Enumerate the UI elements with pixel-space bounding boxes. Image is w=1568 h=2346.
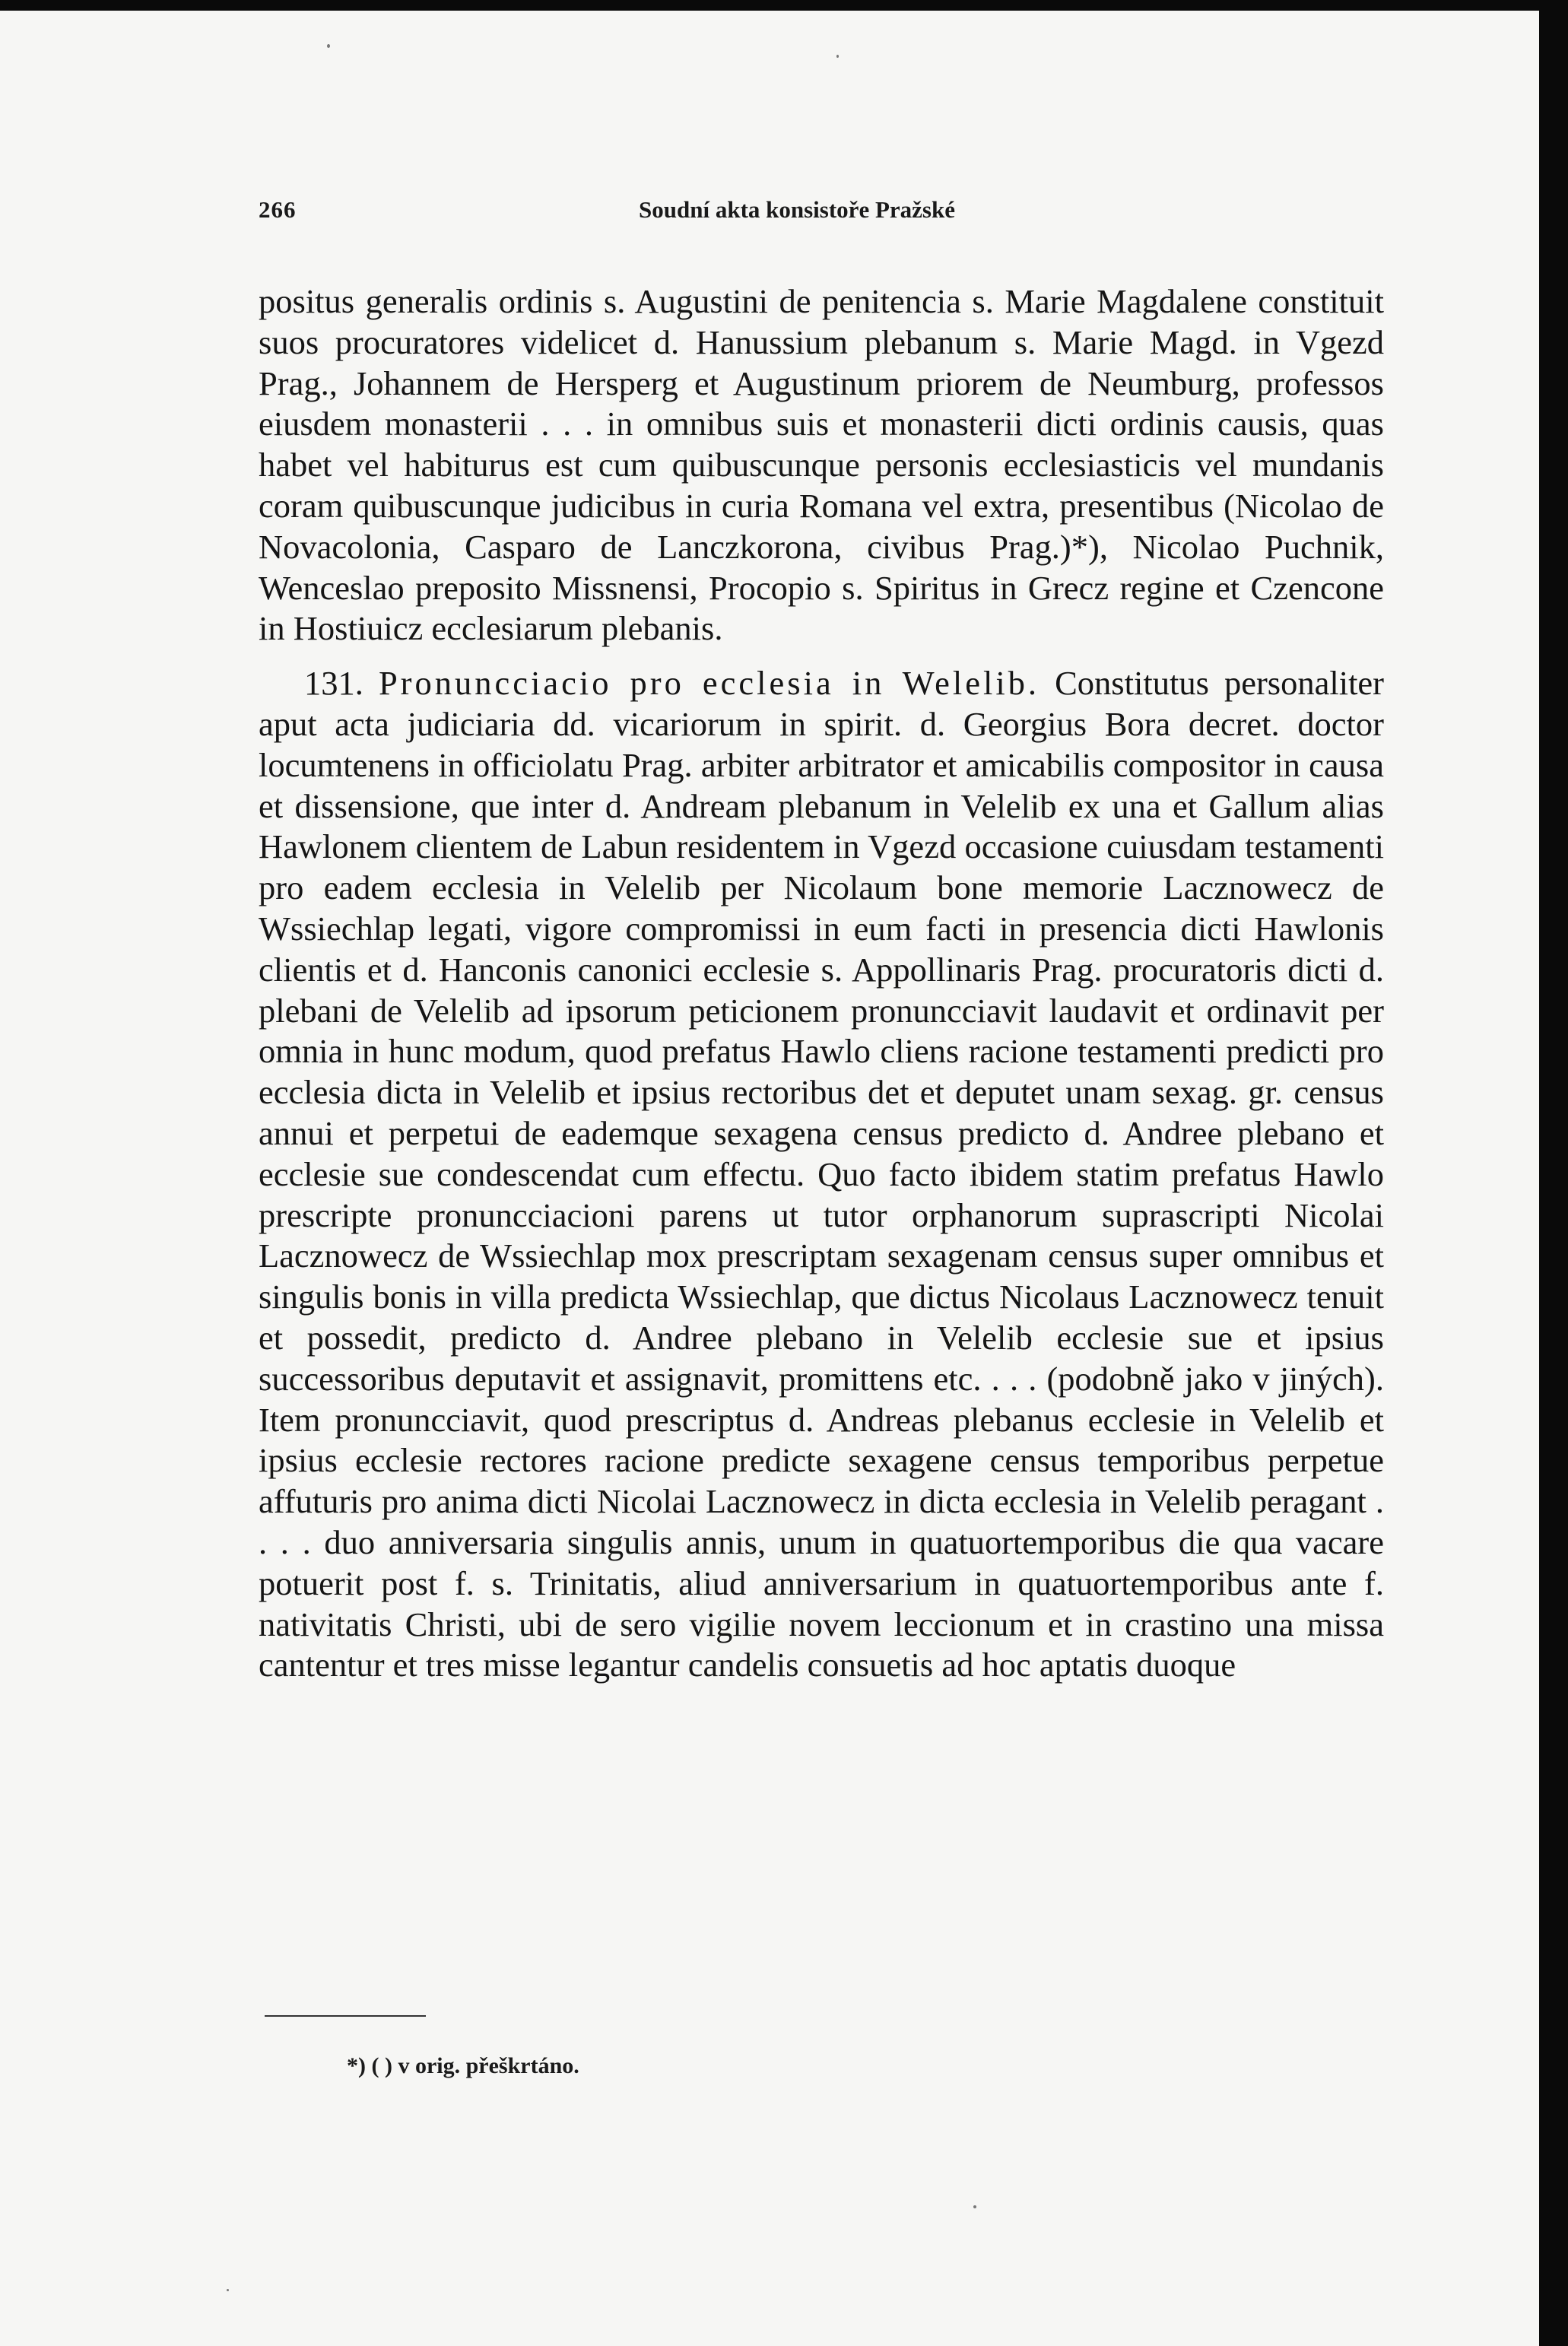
scan-speck: [227, 2289, 229, 2291]
paragraph-entry-131: [259, 663, 1384, 1686]
scan-edge-top: [0, 0, 1568, 11]
entry-text: Constitutus personaliter aput acta judiciaria dd. vicariorum in spirit. d. Georgius Bora decret. doctor locumtenens in officiolatu Prag. arbiter arbitrator et amicabilis compositor in causa et dissensione, que inter d. Andream plebanum in Velelib ex una et Gallum alias Hawlonem clientem de Labun residentem in Vgezd occasione cuiusdam testamenti pro eadem ecclesia in Velelib per Nicolaum bone memorie Lacznowecz de Wssiechlap legati, vigore compromissi in eum facti in presencia dicti Hawlonis clientis et d. Hanconis canonici ecclesie s. Appollinaris Prag. procuratoris dicti d. plebani de Velelib ad ipsorum peticionem pronuncciavit laudavit et ordinavit per omnia in hunc modum, quod prefatus Hawlo cliens racione testamenti predicti pro ecclesia dicta in Velelib et ipsius rectoribus det et deputet unam sexag. gr. census annui et perpetui de eademque sexagena census predicto d. Andree plebano et ecclesie sue condescendat cum effectu. Quo facto ibidem statim prefatus Hawlo prescripte pronuncciacioni parens ut tutor orphanorum suprascripti Nicolai Lacznowecz de Wssiechlap mox prescriptam sexagenam census super omnibus et singulis bonis in villa predicta Wssiechlap, que dictus Nicolaus Lacznowecz tenuit et possedit, predicto d. Andree plebano in Velelib ecclesie sue et ipsius successoribus deputavit et assignavit, promittens etc. . . . (podobně jako v jiných). Item pronuncciavit, quod prescriptus d. Andreas plebanus ecclesie in Velelib et ipsius ecclesie rectores racione predicte sexagene census temporibus perpetue affuturis pro anima dicti Nicolai Lacznowecz in dicta ecclesia in Velelib peragant . . . . duo anniversaria singulis annis, unum in quatuortemporibus die qua vacare potuerit post f. s. Trinitatis, aliud anniversarium in quatuortemporibus ante f. nativitatis Christi, ubi de sero vigilie novem leccionum et in crastino una missa cantentur et tres misse legantur candelis consuetis ad hoc aptatis duoque: [259, 664, 1385, 1684]
footnote-rule: [265, 2015, 426, 2017]
scan-edge-right: [1539, 0, 1568, 2346]
running-title: Soudní akta konsistoře Pražské: [639, 196, 955, 223]
paragraph-continuation: positus generalis ordinis s. Augustini de penitencia s. Marie Magdalene constituit suos procuratores videlicet d. Hanussium plebanum s. Marie Magd. in Vgezd Prag., Johannem de Hersperg et Augustinum priorem de Neumburg, professos eiusdem monasterii . . . in omnibus suis et monasterii dicti ordinis causis, quas habet vel habiturus est cum quibuscunque personis ecclesiasticis vel mundanis coram quibuscunque judicibus in curia Romana vel extra, presentibus (Nicolao de Novacolonia, Casparo de Lanczkorona, civibus Prag.)*), Nicolao Puchnik, Wenceslao preposito Missnensi, Procopio s. Spiritus in Grecz regine et Czencone in Hostiuicz ecclesiarum plebanis.: [259, 282, 1384, 648]
entry-heading: Pronuncciacio pro ecclesia in Welelib.: [378, 664, 1040, 703]
page-header: [259, 196, 1384, 233]
scan-speck: [327, 44, 330, 48]
entry-number: 131.: [304, 664, 363, 703]
page-number: 266: [259, 196, 297, 223]
scan-speck: [836, 55, 839, 58]
body-text: [259, 281, 1384, 1686]
scan-speck: [973, 2205, 976, 2208]
footnote: *) ( ) v orig. přeškrtáno.: [347, 2053, 579, 2078]
